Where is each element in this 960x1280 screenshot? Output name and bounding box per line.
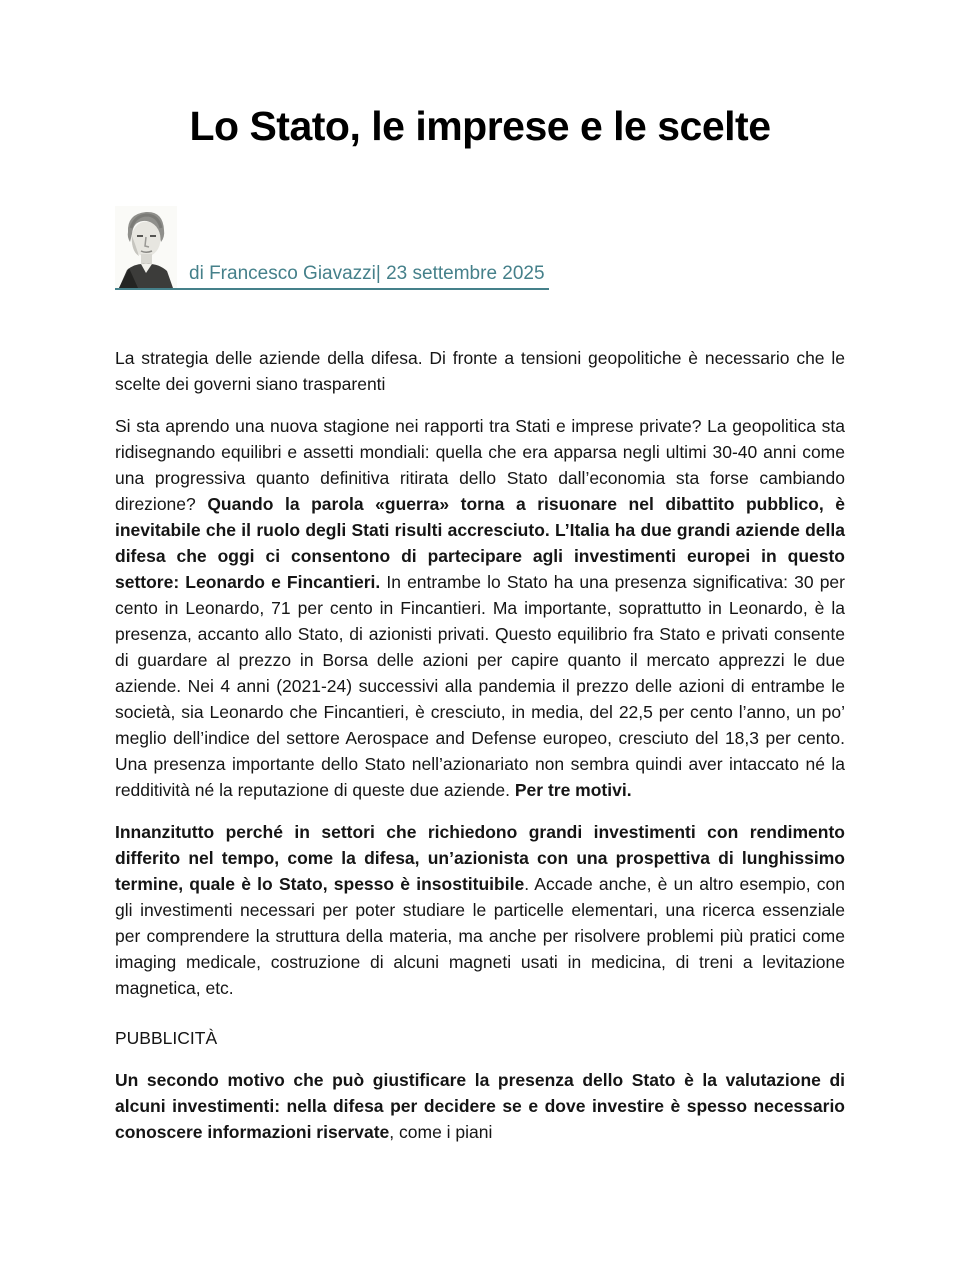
body-paragraph-2 — [115, 819, 845, 1001]
byline — [115, 206, 845, 293]
text-segment: Si sta aprendo una nuova stagione nei rapporti tra Stati e imprese private? La geopolitica sta ridisegnando equilibri e assetti mondiali: quella che era apparsa negli ultimi 30-40 anni come una progressiva quanto definitiva ritirata dello Stato dall’economia sta forse cambiando direzione? — [115, 416, 845, 515]
advertisement-label: PUBBLICITÀ — [115, 1028, 218, 1049]
author-photo — [115, 206, 177, 288]
text-segment: . Accade anche, è un altro esempio, con gli investimenti necessari per poter studiare le particelle elementari, una ricerca essenziale per comprendere la struttura della materia, ma anche per risolvere problemi più pratici come imaging medicale, costruzione di alcuni magneti usati in medicina, di treni a levitazione magnetica, etc. — [115, 874, 845, 999]
byline-link[interactable] — [115, 206, 549, 290]
body-paragraph-1 — [115, 413, 845, 803]
text-segment-bold: Per tre motivi. — [514, 780, 632, 801]
body-paragraph-3 — [115, 1067, 845, 1145]
author-portrait-graphic — [115, 206, 177, 288]
text-segment: , come i piani — [389, 1122, 493, 1143]
byline-text: di Francesco Giavazzi| 23 settembre 2025 — [189, 263, 545, 285]
text-segment-bold: Quando la parola «guerra» torna a risuonare nel dibattito pubblico, è inevitabile che il ruolo degli Stati risulti accresciuto. L’Italia ha due grandi aziende della difesa che oggi ci consentono di partecipare agli investimenti europei in questo settore: Leonardo e Fincantieri. — [115, 494, 845, 593]
text-segment: In entrambe lo Stato ha una presenza significativa: 30 per cento in Leonardo, 71 per cento in Fincantieri. Ma importante, soprattutto in Leonardo, è la presenza, accanto allo Stato, di azionisti privati. Questo equilibrio fra Stato e privati consente di guardare al prezzo in Borsa delle azioni per capire quanto il mercato apprezzi le due aziende. Nei 4 anni (2021-24) successivi alla pandemia il prezzo delle azioni di entrambe le società, sia Leonardo che Fincantieri, è cresciuto, in media, del 22,5 per cento l’anno, un po’ meglio dell’indice del settore Aerospace and Defense europeo, cresciuto del 18,3 per cento. Una presenza importante dello Stato nell’azionariato non sembra quindi aver intaccato né la redditività né la reputazione di queste due aziende. — [115, 572, 845, 801]
text-segment-bold: Innanzitutto perché in settori che richiedono grandi investimenti con rendimento differito nel tempo, come la difesa, un’azionista con una prospettiva di lunghissimo termine, quale è lo Stato, spesso è insostituibile — [115, 822, 845, 895]
standfirst-paragraph — [115, 345, 845, 397]
text-segment: La strategia delle aziende della difesa. Di fronte a tensioni geopolitiche è necessario che le scelte dei governi siano trasparenti — [115, 348, 845, 395]
article-title: Lo Stato, le imprese e le scelte — [189, 103, 771, 149]
text-segment-bold: Un secondo motivo che può giustificare la presenza dello Stato è la valutazione di alcuni investimenti: nella difesa per decidere se e dove investire è spesso necessario conoscere informazioni riservate — [115, 1070, 845, 1143]
